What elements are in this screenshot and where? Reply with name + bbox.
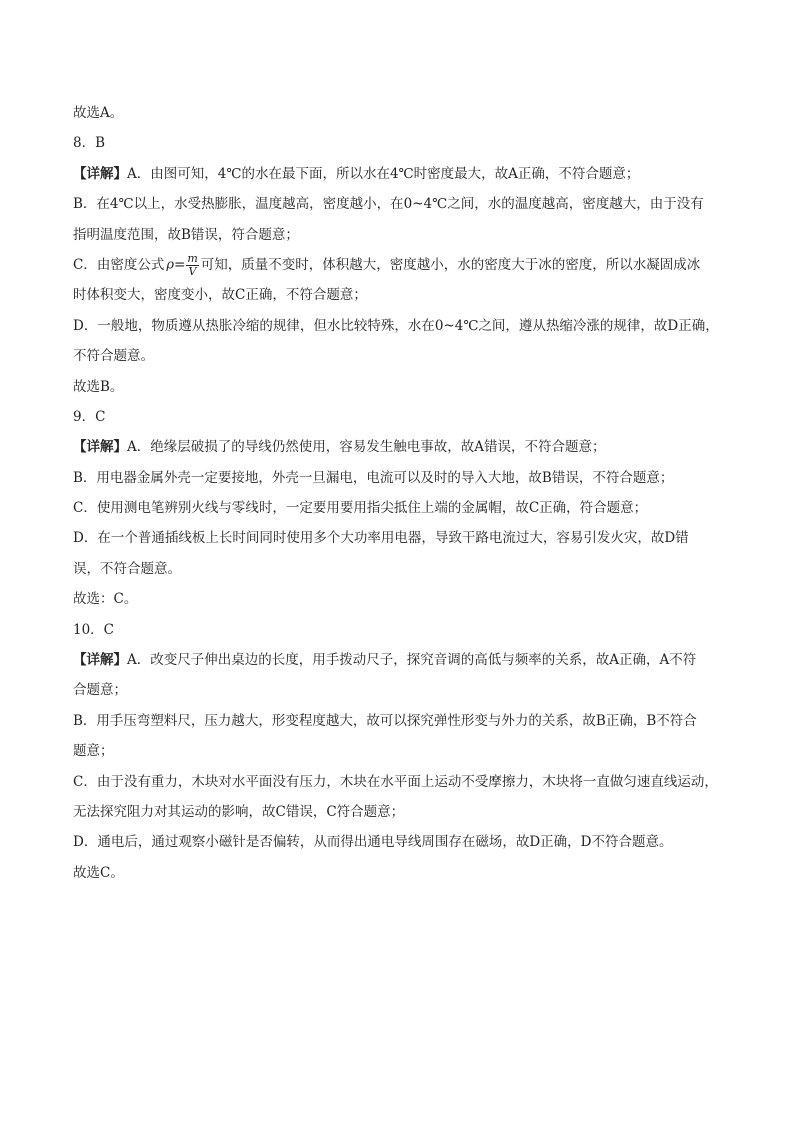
text-line [73, 858, 721, 888]
formula-numerator: m [187, 252, 198, 266]
line-text: D．通电后，通过观察小磁针是否偏转，从而得出通电导线周围存在磁场，故D正确，D不符合题意。 [73, 834, 673, 851]
text-line [73, 767, 721, 797]
text-line [73, 220, 721, 250]
line-text: A．绝缘层破损了的导线仍然使用，容易发生触电事故，故A错误，不符合题意； [127, 439, 606, 456]
answer-explanations [73, 98, 721, 888]
text-line [73, 250, 721, 280]
question-number [73, 128, 721, 158]
density-formula [166, 250, 198, 281]
text-line [73, 341, 721, 371]
formula-fraction [186, 253, 198, 278]
line-text: D．在一个普通插线板上长时间同时使用多个大功率用电器，导致干路电流过大，容易引发火灾，故D错 [73, 530, 689, 547]
line-text: C．由于没有重力，木块对水平面没有压力，木块在水平面上运动不受摩擦力，木块将一直做匀速直线运动， [73, 773, 718, 790]
text-line [73, 311, 721, 341]
text-line [73, 736, 721, 766]
line-text: 故选C。 [73, 864, 124, 881]
text-line [73, 280, 721, 310]
line-text: 不符合题意。 [73, 348, 154, 365]
text-line [73, 432, 721, 462]
detail-label: 【详解】 [73, 165, 127, 182]
line-text: D．一般地，物质遵从热胀冷缩的规律，但水比较特殊，水在0~4℃之间，遵从热缩冷涨的规律，故D正确， [73, 317, 719, 334]
question-number [73, 402, 721, 432]
line-text: 8．B [73, 135, 106, 152]
line-text: 可知，质量不变时，体积越大，密度越小，水的密度大于冰的密度，所以水凝固成冰 [200, 256, 701, 273]
text-line [73, 372, 721, 402]
text-line [73, 584, 721, 614]
formula-equals: = [174, 257, 186, 274]
line-text: 合题意； [73, 682, 127, 699]
line-text: 9．C [73, 408, 106, 425]
formula-rho: ρ [166, 257, 174, 273]
line-text: 题意； [73, 743, 114, 760]
line-text: C．由密度公式 [73, 256, 165, 273]
text-line [73, 98, 721, 128]
text-line [73, 554, 721, 584]
line-text: 误，不符合题意。 [73, 560, 181, 577]
text-line [73, 189, 721, 219]
text-line [73, 159, 721, 189]
detail-label: 【详解】 [73, 652, 127, 669]
line-text: A．改变尺子伸出桌边的长度，用手拨动尺子，探究音调的高低与频率的关系，故A正确，A不符 [127, 652, 697, 669]
line-text: A．由图可知，4℃的水在最下面，所以水在4℃时密度最大，故A正确，不符合题意； [127, 165, 640, 182]
line-text: 无法探究阻力对其运动的影响，故C错误，C符合题意； [73, 803, 405, 820]
text-line [73, 797, 721, 827]
text-line [73, 675, 721, 705]
line-text: C．使用测电笔辨别火线与零线时，一定要用要用指尖抵住上端的金属帽，故C正确，符合题意； [73, 500, 648, 517]
text-line [73, 523, 721, 553]
text-line [73, 706, 721, 736]
text-line [73, 645, 721, 675]
text-line [73, 493, 721, 523]
line-text: 故选A。 [73, 105, 124, 121]
line-text: B．用手压弯塑料尺，压力越大，形变程度越大，故可以探究弹性形变与外力的关系，故B正确，B不符合 [73, 712, 697, 729]
line-text: 故选：C。 [73, 591, 138, 608]
text-line [73, 463, 721, 493]
line-text: 指明温度范围，故B错误，符合题意； [73, 226, 299, 243]
line-text: 故选B。 [73, 378, 124, 395]
question-number [73, 615, 721, 645]
line-text: B．用电器金属外壳一定要接地，外壳一旦漏电，电流可以及时的导入大地，故B错误，不符合题意； [73, 469, 674, 486]
line-text: 时体积变大，密度变小，故C正确，不符合题意； [73, 287, 367, 304]
line-text: B．在4℃以上，水受热膨胀，温度越高，密度越小，在0~4℃之间，水的温度越高，密度越大，由于没有 [73, 196, 704, 213]
formula-denominator: V [188, 265, 197, 279]
detail-label: 【详解】 [73, 439, 127, 456]
line-text: 10．C [73, 621, 115, 638]
text-line [73, 827, 721, 857]
